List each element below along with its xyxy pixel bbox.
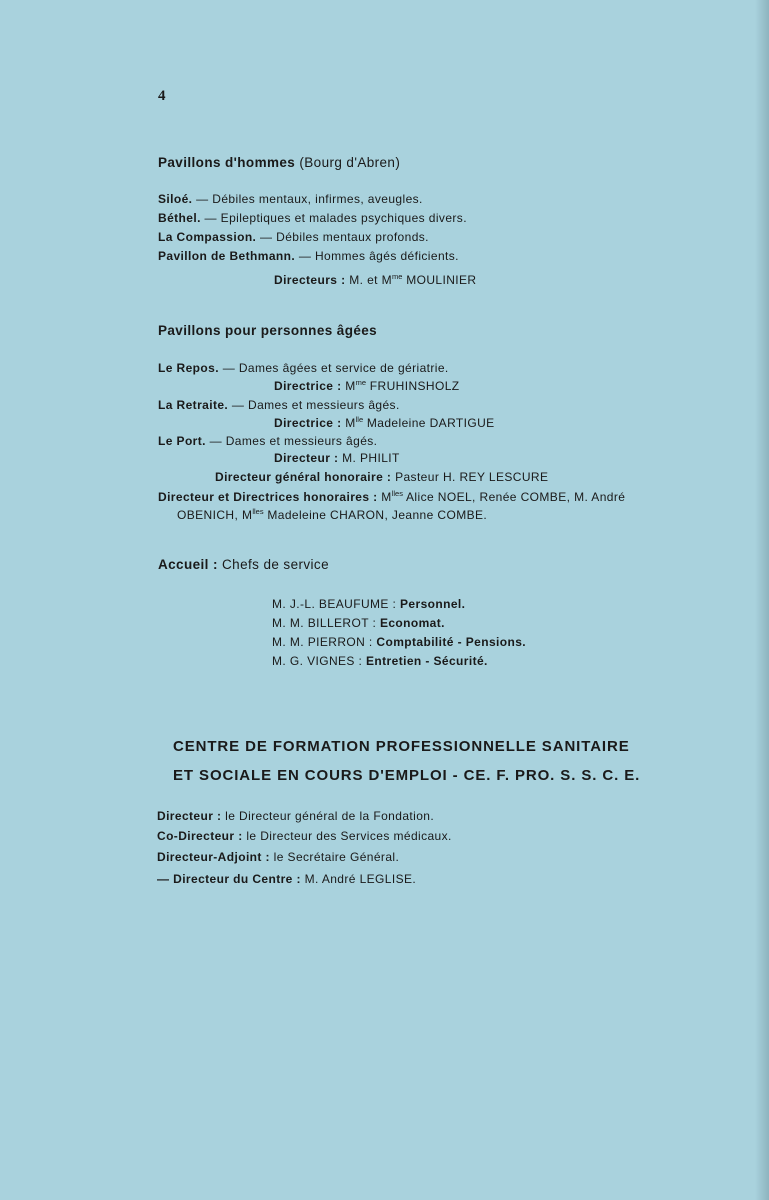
chef-role: Personnel. <box>400 597 466 611</box>
superscript: lles <box>391 489 403 498</box>
chef-name: M. M. BILLEROT : <box>272 616 377 630</box>
centre-row-label: Directeur : <box>157 809 222 823</box>
pavillon-name: Pavillon de Bethmann. <box>158 249 296 263</box>
directrice-name: Madeleine DARTIGUE <box>366 416 495 430</box>
section-heading-accueil <box>158 557 329 572</box>
heading-subtext: (Bourg d'Abren) <box>299 155 401 170</box>
chef-role: Entretien - Sécurité. <box>366 654 488 668</box>
centre-row-label: Co-Directeur : <box>157 829 243 843</box>
heading-text: Accueil : <box>158 557 218 572</box>
directrice-name: FRUHINSHOLZ <box>369 379 460 393</box>
pavillon-name: La Retraite. <box>158 398 229 412</box>
pavillon-item <box>158 249 459 263</box>
pavillon-desc: — Débiles mentaux, infirmes, aveugles. <box>196 192 423 206</box>
chef-role: Comptabilité - Pensions. <box>376 635 527 649</box>
chef-name: M. G. VIGNES : <box>272 654 363 668</box>
centre-row-value: le Directeur des Services médicaux. <box>246 829 452 843</box>
directeur-general-honoraire-line <box>215 470 548 484</box>
chef-name: M. J.-L. BEAUFUME : <box>272 597 397 611</box>
heading-subtext: Chefs de service <box>222 557 329 572</box>
centre-row <box>157 850 399 864</box>
superscript: lle <box>355 415 364 424</box>
section-heading-pavillons-hommes <box>158 155 400 170</box>
centre-row-label: — Directeur du Centre : <box>157 872 301 886</box>
centre-row-value: M. André LEGLISE. <box>304 872 417 886</box>
pavillon-name: La Compassion. <box>158 230 257 244</box>
chef-service-item <box>272 635 526 649</box>
directrice-line <box>274 378 460 393</box>
chef-name: M. M. PIERRON : <box>272 635 373 649</box>
dg-honoraire-label: Directeur général honoraire : <box>215 470 392 484</box>
pavillon-desc: — Dames âgées et service de gériatrie. <box>222 361 449 375</box>
pavillon-item <box>158 434 377 448</box>
pavillon-item <box>158 398 400 412</box>
dir-honoraires-names: Madeleine CHARON, Jeanne COMBE. <box>267 508 488 522</box>
superscript: me <box>392 272 403 281</box>
pavillon-item <box>158 211 467 225</box>
directeur-line <box>274 451 400 465</box>
pavillon-desc: — Débiles mentaux profonds. <box>260 230 429 244</box>
centre-row-value: le Secrétaire Général. <box>273 850 400 864</box>
superscript: me <box>355 378 367 387</box>
chef-service-item <box>272 597 465 611</box>
pavillon-name: Siloé. <box>158 192 193 206</box>
dir-honoraires-label: Directeur et Directrices honoraires : <box>158 490 378 504</box>
directrice-label: Directrice : <box>274 416 342 430</box>
centre-row <box>157 829 452 843</box>
page-number: 4 <box>158 88 166 104</box>
pavillon-desc: — Epileptiques et malades psychiques divers. <box>204 211 467 225</box>
directeur-label: Directeur : <box>274 451 339 465</box>
centre-row <box>157 809 434 823</box>
pavillon-item <box>158 361 449 375</box>
pavillon-item <box>158 230 429 244</box>
directeurs-value: M. et M <box>349 273 393 287</box>
directeurs-honoraires-line-2 <box>177 507 487 522</box>
heading-text: Pavillons d'hommes <box>158 155 296 170</box>
pavillon-item <box>158 192 423 206</box>
dir-honoraires-value: M <box>381 490 392 504</box>
superscript: lles <box>252 507 264 516</box>
centre-row <box>157 872 416 886</box>
pavillon-name: Le Port. <box>158 434 206 448</box>
directrice-value: M <box>345 416 356 430</box>
pavillon-desc: — Dames et messieurs âgés. <box>209 434 378 448</box>
chef-role: Economat. <box>379 616 445 630</box>
centre-title-line-2: ET SOCIALE EN COURS D'EMPLOI - CE. F. PRO. S. S. C. E. <box>173 767 641 784</box>
directeurs-line <box>274 272 476 287</box>
directeurs-honoraires-line <box>158 489 625 504</box>
dir-honoraires-value: OBENICH, M <box>177 508 253 522</box>
pavillon-desc: — Hommes âgés déficients. <box>298 249 459 263</box>
centre-title-line-1: CENTRE DE FORMATION PROFESSIONNELLE SANITAIRE <box>173 738 630 755</box>
directrice-label: Directrice : <box>274 379 342 393</box>
dg-honoraire-value: Pasteur H. REY LESCURE <box>395 470 549 484</box>
directeur-name: M. PHILIT <box>342 451 400 465</box>
centre-row-value: le Directeur général de la Fondation. <box>225 809 435 823</box>
directrice-value: M <box>345 379 356 393</box>
directeurs-label: Directeurs : <box>274 273 346 287</box>
pavillon-name: Béthel. <box>158 211 201 225</box>
directeurs-name: MOULINIER <box>406 273 477 287</box>
centre-row-label: Directeur-Adjoint : <box>157 850 270 864</box>
pavillon-desc: — Dames et messieurs âgés. <box>231 398 400 412</box>
pavillon-name: Le Repos. <box>158 361 219 375</box>
chef-service-item <box>272 616 445 630</box>
chef-service-item <box>272 654 488 668</box>
page-edge-shadow <box>755 0 769 1200</box>
section-heading-pavillons-agees: Pavillons pour personnes âgées <box>158 323 378 338</box>
directrice-line <box>274 415 495 430</box>
dir-honoraires-names: Alice NOEL, Renée COMBE, M. André <box>406 490 626 504</box>
